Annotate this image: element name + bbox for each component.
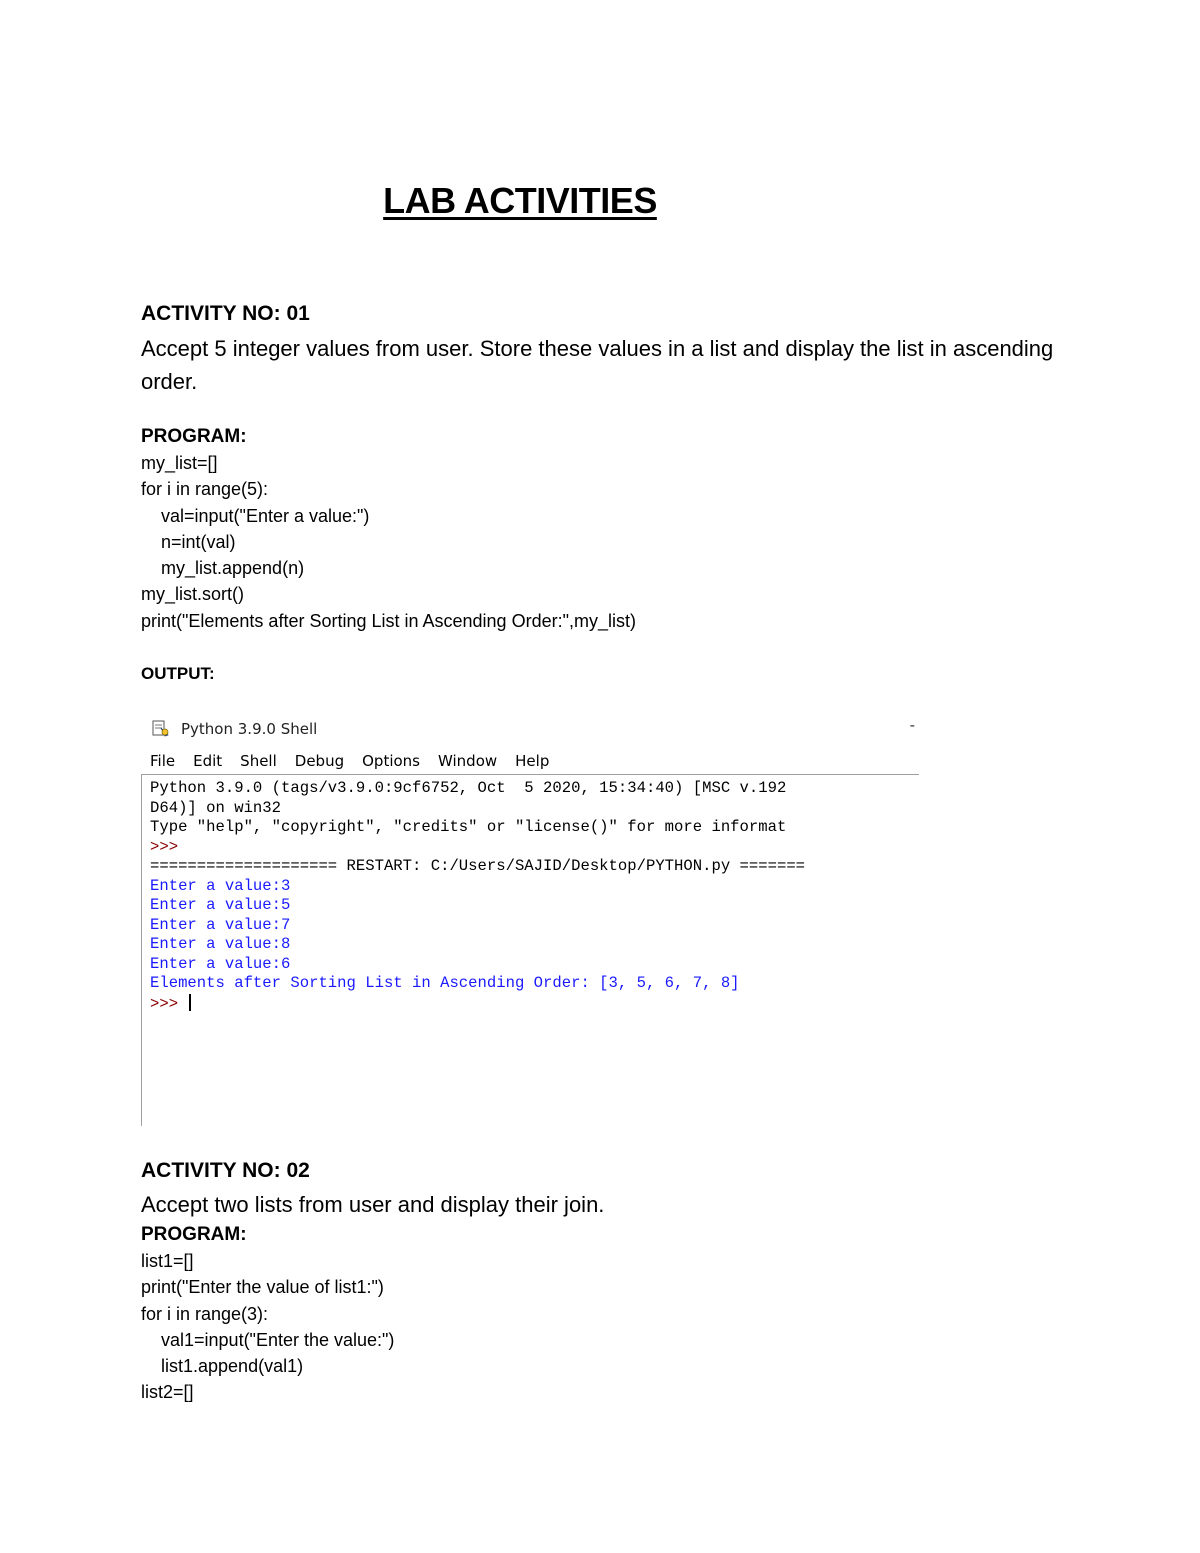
menu-debug[interactable]: Debug	[294, 752, 345, 770]
activity-1-description: Accept 5 integer values from user. Store these values in a list and display the list in ascending order.	[141, 336, 1054, 394]
shell-active-prompt	[150, 994, 919, 1015]
code-line: list1.append(val1)	[161, 1356, 304, 1377]
shell-line: Type "help", "copyright", "credits" or "license()" for more informat	[150, 818, 787, 836]
activity-2-program-label: PROGRAM:	[141, 1224, 247, 1245]
code-line: for i in range(5):	[141, 479, 269, 500]
code-line: my_list.append(n)	[161, 558, 305, 579]
activity-1-code	[141, 450, 1081, 634]
code-line: list1=[]	[141, 1251, 194, 1271]
shell-title: Python 3.9.0 Shell	[181, 720, 318, 738]
code-line: my_list=[]	[141, 453, 218, 473]
activity-2-description: Accept two lists from user and display their join.	[141, 1192, 605, 1217]
menu-help[interactable]: Help	[515, 752, 550, 770]
activity-1-output	[141, 664, 1081, 684]
activity-1-program	[141, 424, 1081, 634]
shell-line: Python 3.9.0 (tags/v3.9.0:9cf6752, Oct 5 2020, 15:34:40) [MSC v.192	[150, 779, 787, 797]
shell-output-line: Enter a value:7	[150, 915, 291, 934]
shell-line: ==================== RESTART: C:/Users/SAJID/Desktop/PYTHON.py =======	[150, 857, 806, 875]
shell-text-area[interactable]	[141, 774, 919, 1126]
shell-output-line: Enter a value:5	[150, 896, 291, 914]
code-line: val1=input("Enter the value:")	[161, 1329, 395, 1350]
shell-prompt-text: >>>	[150, 994, 188, 1013]
code-line: list2=[]	[141, 1382, 194, 1403]
activity-2-program	[141, 1222, 1081, 1406]
shell-menubar	[141, 750, 919, 774]
activity-2-code	[141, 1248, 1081, 1406]
activity-2-heading: ACTIVITY NO: 02	[141, 1159, 310, 1182]
code-line: val=input("Enter a value:")	[161, 505, 370, 526]
code-line: n=int(val)	[161, 531, 236, 552]
activity-1-section	[141, 300, 1081, 398]
text-cursor	[189, 994, 191, 1011]
activity-1-output-label: OUTPUT:	[141, 664, 215, 683]
shell-output-line: Enter a value:6	[150, 954, 291, 973]
shell-output-line: Elements after Sorting List in Ascending Order: [3, 5, 6, 7, 8]	[150, 974, 740, 992]
python-idle-icon	[151, 718, 171, 738]
python-shell-window	[141, 712, 919, 1126]
code-line: print("Enter the value of list1:")	[141, 1277, 384, 1298]
menu-edit[interactable]: Edit	[193, 752, 223, 770]
page-title: LAB ACTIVITIES	[383, 180, 657, 221]
activity-2-section	[141, 1157, 1081, 1221]
code-line: print("Elements after Sorting List in Ascending Order:",my_list)	[141, 610, 636, 631]
menu-file[interactable]: File	[150, 752, 176, 770]
minimize-button[interactable]: -	[909, 716, 915, 734]
code-line: my_list.sort()	[141, 584, 244, 605]
shell-titlebar	[141, 712, 919, 744]
menu-shell[interactable]: Shell	[240, 752, 277, 770]
menu-window[interactable]: Window	[438, 752, 498, 770]
shell-output-line: Enter a value:3	[150, 876, 291, 895]
shell-prompt: >>>	[150, 837, 179, 856]
menu-options[interactable]: Options	[362, 752, 420, 770]
activity-1-heading: ACTIVITY NO: 01	[141, 302, 310, 325]
shell-line: D64)] on win32	[150, 798, 282, 817]
activity-1-program-label: PROGRAM:	[141, 426, 247, 447]
shell-output-line: Enter a value:8	[150, 935, 291, 953]
code-line: for i in range(3):	[141, 1303, 269, 1324]
